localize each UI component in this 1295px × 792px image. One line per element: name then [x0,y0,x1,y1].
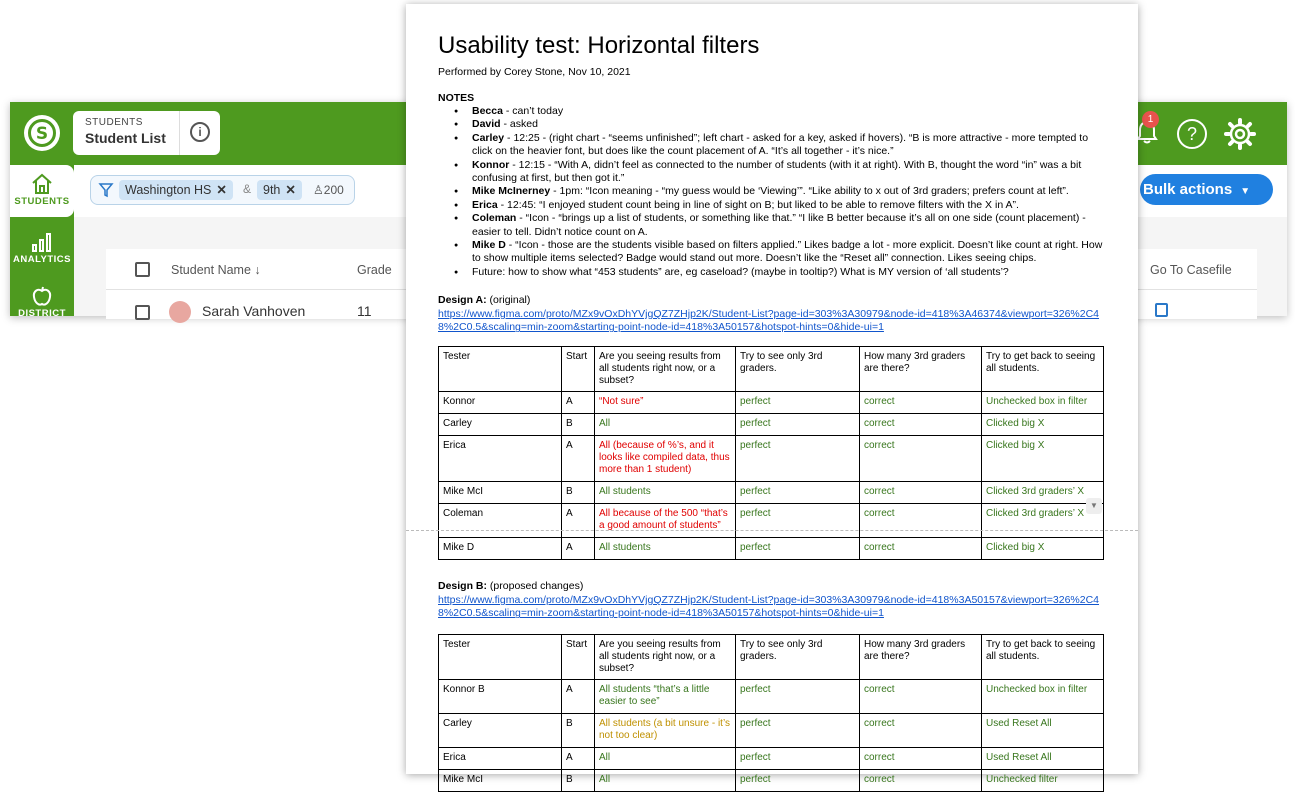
page-title-card [73,111,220,155]
divider [179,111,180,155]
home-icon [30,172,54,196]
answer-cell: Unchecked box in filter [982,680,1104,714]
note-text: - 1pm: “Icon meaning - “my guess would be ‘Viewing’”. “Like ability to x out of 3rd graders; prefers count at left”. [550,185,1069,198]
person-icon: ♙ [313,183,324,197]
chevron-down-icon[interactable]: ▼ [1086,498,1102,514]
start-cell: A [562,436,595,482]
filter-bar[interactable] [90,175,355,205]
table-header-cell: How many 3rd graders are there? [860,347,982,392]
notes-heading: NOTES [438,92,475,104]
answer-cell: All students [595,538,736,560]
design-b-subtitle: (proposed changes) [487,580,584,592]
note-text: - 12:25 - (right chart - “seems unfinished”; left chart - asked for a key, asked if hovers). “B is more attractive - more tempted to click on the heavier font, but does like the count placement of A. “It’s all together - it’s nice.” [472,131,1089,158]
apple-icon [30,284,54,308]
logo-ring [28,119,56,147]
table-header-cell: Try to see only 3rd graders. [736,347,860,392]
help-icon[interactable]: ? [1177,119,1207,149]
table-header-row [439,635,1104,680]
note-text: Future: how to show what “453 students” are, eg caseload? (maybe in tooltip?) What is MY version of ‘all students’? [472,265,1009,278]
answer-cell: All [595,748,736,770]
sidebar-item-students[interactable] [10,165,74,217]
casefile-icon[interactable] [1155,303,1168,317]
answer-cell: perfect [736,748,860,770]
close-icon[interactable]: ✕ [285,183,296,197]
doc-title: Usability test: Horizontal filters [438,32,760,59]
answer-cell: Unchecked filter [982,770,1104,792]
answer-cell: perfect [736,392,860,414]
tester-cell: Carley [439,414,562,436]
answer-cell: Clicked 3rd graders’ X [982,504,1104,538]
page-break-line [406,530,1138,531]
answer-cell: All students [595,482,736,504]
column-header-label: Student Name [171,263,251,277]
table-header-cell: How many 3rd graders are there? [860,635,982,680]
answer-cell: Used Reset All [982,714,1104,748]
start-cell: A [562,748,595,770]
usability-doc [406,4,1138,785]
arrow-down-icon: ↓ [254,263,261,277]
answer-cell: perfect [736,436,860,482]
table-header-cell: Start [562,635,595,680]
list-item [454,185,1104,198]
start-cell: A [562,504,595,538]
answer-cell: correct [860,680,982,714]
start-cell: B [562,770,595,792]
answer-cell: correct [860,714,982,748]
note-name: Coleman [472,212,517,225]
answer-cell: perfect [736,414,860,436]
tester-cell: Erica [439,436,562,482]
close-icon[interactable]: ✕ [216,183,227,197]
answer-cell: All [595,770,736,792]
page-title: Student List [85,130,166,146]
list-item [454,105,1104,118]
design-a-title: Design A: [438,294,487,306]
note-text: - “Icon - those are the students visible based on filters applied.” Likes badge a lot - more explicit. Doesn’t like count at right. How to show multiple items selected? Badge would stand out more. Doesn’t like the “Reset all” connection. Likes seeing chips. [472,239,1103,265]
sidebar-item-label: DISTRICT [18,308,66,319]
answer-cell: perfect [736,504,860,538]
design-b-table [438,634,1104,792]
answer-cell: perfect [736,770,860,792]
table-header-cell: Try to get back to seeing all students. [982,347,1104,392]
notification-badge: 1 [1142,111,1159,128]
student-count-value: 200 [323,183,344,197]
list-item [454,239,1104,266]
answer-cell: Clicked big X [982,538,1104,560]
answer-cell: correct [860,538,982,560]
note-name: Konnor [472,158,510,171]
note-name: Erica [472,198,498,211]
answer-cell: All because of the 500 “that’s a good amount of students” [595,504,736,538]
select-all-checkbox[interactable] [135,262,150,277]
answer-cell: correct [860,436,982,482]
design-a-subtitle: (original) [486,294,531,306]
table-header-cell: Tester [439,347,562,392]
table-row [439,680,1104,714]
answer-cell: Used Reset All [982,748,1104,770]
logo-icon: S [35,124,49,144]
list-item [454,199,1104,212]
answer-cell: “Not sure” [595,392,736,414]
answer-cell: correct [860,392,982,414]
answer-cell: correct [860,414,982,436]
column-header-casefile[interactable]: Go To Casefile [1150,263,1232,277]
table-row [439,748,1104,770]
list-item [454,159,1104,186]
answer-cell: perfect [736,680,860,714]
table-header-row [439,347,1104,392]
answer-cell: perfect [736,482,860,504]
table-header-cell: Tester [439,635,562,680]
note-name: Becca [472,105,503,117]
note-name: Carley [472,131,505,144]
list-item [454,132,1104,159]
tester-cell: Erica [439,748,562,770]
bulk-actions-label: Bulk actions [1143,181,1233,198]
answer-cell: Clicked big X [982,414,1104,436]
tester-cell: Coleman [439,504,562,538]
table-row [439,436,1104,482]
table-row [439,414,1104,436]
tester-cell: Mike McI [439,770,562,792]
answer-cell: perfect [736,714,860,748]
note-name: Mike McInerney [472,185,551,198]
note-text: - can’t today [502,105,564,117]
notes-list [454,105,1104,279]
answer-cell: All (because of %’s, and it looks like compiled data, thus more than 1 student) [595,436,736,482]
bar-chart-icon [30,230,54,254]
note-text: - asked [500,118,538,131]
logo[interactable] [24,115,60,151]
table-row [439,482,1104,504]
table-header-cell: Are you seeing results from all students right now, or a subset? [595,635,736,680]
sidebar-item-label: STUDENTS [14,196,70,207]
table-row [439,770,1104,792]
table-header-cell: Try to see only 3rd graders. [736,635,860,680]
sidebar-item-analytics[interactable] [10,223,74,275]
design-a-table [438,346,1104,560]
table-row [439,538,1104,560]
note-name: David [472,118,501,131]
doc-byline: Performed by Corey Stone, Nov 10, 2021 [438,66,631,78]
table-row [439,714,1104,748]
caret-down-icon: ▼ [1240,186,1251,197]
start-cell: B [562,714,595,748]
start-cell: B [562,414,595,436]
info-icon[interactable]: i [190,122,210,142]
list-item [454,266,1104,279]
student-name[interactable]: Sarah Vanhoven [202,303,306,319]
table-row [439,392,1104,414]
column-header-name[interactable] [171,263,261,277]
table-row [439,504,1104,538]
note-text: - 12:45: “I enjoyed student count being in line of sight on B; but liked to be able to remove filters with the X in A”. [497,198,1019,211]
row-checkbox[interactable] [135,305,150,320]
list-item [454,118,1104,131]
tester-cell: Mike D [439,538,562,560]
answer-cell: Unchecked box in filter [982,392,1104,414]
design-b-link[interactable]: https://www.figma.com/proto/MZx9vOxDhYVjgQZ7ZHjp2K/Student-List?page-id=303%3A30979&node-id=418%3A50157&viewport=326%2C48%2C0.5&scaling=min-zoom&starting-point-node-id=418%3A50157&hotspot-hints=0&hide-ui=1 [438,594,1100,620]
note-text: - “Icon - “brings up a list of students, or something like that.” “I like B better because it’s all on one side (count placement) - easier to tell. Didn’t notice count on A. [472,212,1086,238]
answer-cell: All [595,414,736,436]
answer-cell: correct [860,504,982,538]
start-cell: A [562,538,595,560]
avatar [169,301,191,323]
list-item [454,212,1104,239]
filter-chip-school[interactable] [119,180,233,200]
answer-cell: Clicked big X [982,436,1104,482]
sidebar-item-label: ANALYTICS [13,254,71,265]
tester-cell: Konnor [439,392,562,414]
filter-separator: & [243,182,252,196]
filter-icon[interactable] [99,183,113,197]
table-header-cell: Are you seeing results from all students right now, or a subset? [595,347,736,392]
tester-cell: Mike McI [439,482,562,504]
answer-cell: correct [860,748,982,770]
answer-cell: All students “that’s a little easier to see” [595,680,736,714]
start-cell: A [562,680,595,714]
design-a-link[interactable]: https://www.figma.com/proto/MZx9vOxDhYVjgQZ7ZHjp2K/Student-List?page-id=303%3A30979&node-id=418%3A46374&viewport=326%2C48%2C0.5&scaling=min-zoom&starting-point-node-id=418%3A50157&hotspot-hints=0&hide-ui=1 [438,308,1100,334]
answer-cell: correct [860,482,982,504]
start-cell: A [562,392,595,414]
column-header-grade[interactable]: Grade [357,263,392,277]
sidebar [10,165,74,319]
sidebar-item-district[interactable] [10,277,74,329]
student-count [313,183,344,197]
bulk-actions-button[interactable] [1140,174,1273,205]
chip-label: Washington HS [125,183,212,197]
table-header-cell: Start [562,347,595,392]
note-name: Mike D [472,239,506,252]
student-grade: 11 [357,303,372,319]
gear-icon[interactable] [1224,118,1256,150]
design-b-label [438,580,583,592]
table-header-cell: Try to get back to seeing all students. [982,635,1104,680]
answer-cell: All students (a bit unsure - it’s not too clear) [595,714,736,748]
tester-cell: Carley [439,714,562,748]
chip-label: 9th [263,183,281,197]
design-a-label [438,294,530,306]
tester-cell: Konnor B [439,680,562,714]
design-b-title: Design B: [438,580,488,592]
answer-cell: correct [860,770,982,792]
start-cell: B [562,482,595,504]
section-label: STUDENTS [85,117,143,128]
filter-chip-grade[interactable] [257,180,302,200]
answer-cell: Clicked 3rd graders’ X [982,482,1104,504]
answer-cell: perfect [736,538,860,560]
note-text: - 12:15 - “With A, didn’t feel as connected to the number of students (with it at right). With B, thought the word “in” was a bit confusing at first, but then got it.” [472,158,1082,185]
